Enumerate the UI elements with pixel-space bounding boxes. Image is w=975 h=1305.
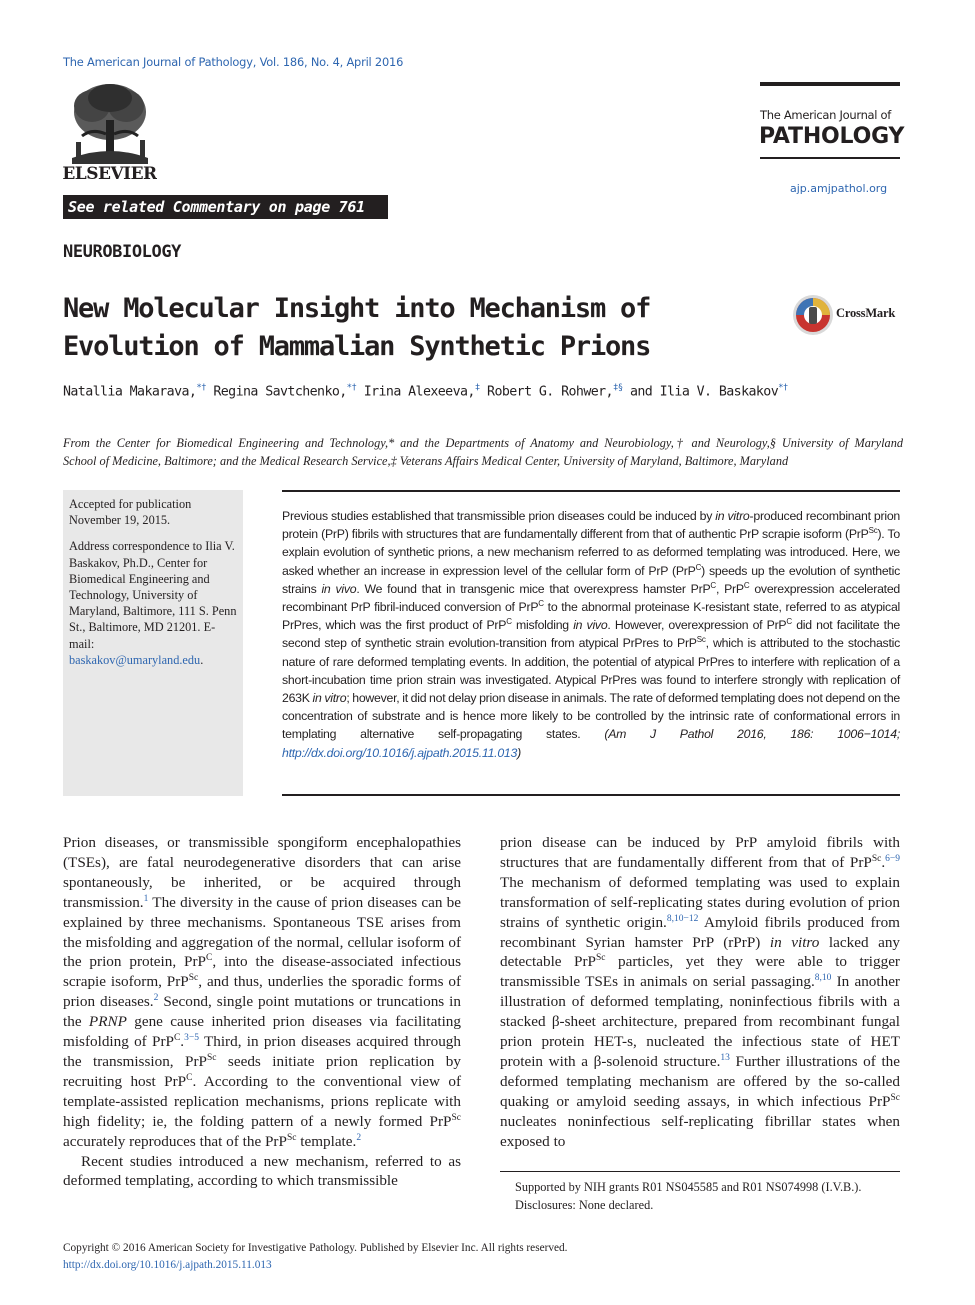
footer-doi-link[interactable]: http://dx.doi.org/10.1016/j.ajpath.2015.11.013 <box>63 1259 272 1271</box>
grant-support: Supported by NIH grants R01 NS045585 and R01 NS074998 (I.V.B.). <box>515 1180 862 1194</box>
body-paragraph: prion disease can be induced by PrP amyloid fibrils with structures that are fundamentally different from that of PrP$^{Sc}$.$^{6-9}$ The mechanism of deformed templating was used to explain transformation of self-replicating states during evolution of prion strains of synthetic origin.$^{8,10-12}$ Amyloid fibrils produced from recombinant Syrian hamster PrP (rPrP) in vitro lacked any detectable PrP$^{Sc}$ particles, yet they were able to trigger transmissible TSEs in animals on serial passaging.$^{8,10}$ In another illustration of deformed templating, noninfectious fibrils with a stacked β-sheet architecture, prepared from recombinant fungal prion protein HET-s, nucleated the infectious state of HET protein with a β-solenoid structure.$^{13}$ Further illustrations of the deformed templating mechanism are offered by the so-called quaking or amyloid seeding assays, in which infectious PrP$^{Sc}$ nucleates noninfectious self-replicating fibrillar states when exposed to <box>500 834 901 1150</box>
brand-bottom-rule <box>760 157 900 159</box>
abstract: Previous studies established that transmissible prion diseases could be induced by in vitro-produced recombinant prion protein (PrP) fibrils with structures that are fundamentally different from that of authentic PrP scrapie isoform (PrP$^{Sc}$). To explain evolution of synthetic prions, a new mechanism referred to as deformed templating was introduced. Here, we asked whether an increase in expression level of the cellular form of PrP (PrP$^C$) speeds up the evolution of synthetic strains in vivo. We found that in transgenic mice that overexpress hamster PrP$^C$, PrP$^C$ overexpression accelerated recombinant PrP fibril-induced conversion of PrP$^C$ to the abnormal proteinase K-resistant state, referred to as atypical PrPres, which was the first product of PrP$^C$ misfolding in vivo. However, overexpression of PrP$^C$ did not facilitate the second step of synthetic strain evolution-transition from atypical PrPres to PrP$^{Sc}$, which is attributed to the stochastic nature of rare deformed templating events. In addition, the potential of atypical PrPres to interfere with replication of a short-incubation time prion strain was investigated. Atypical PrPres was found to interfere strongly with replication of 263K in vitro; however, it did not delay prion disease in animals. The rate of deformed templating does not depend on the concentration of substrate and is hence more likely to be controlled by the intrinsic rate of conformational errors in templating alternative self-propagating states. (Am J Pathol 2016, 186: 1006−1014; http://dx.doi.org/10.1016/j.ajpath.2015.11.013) <box>282 509 901 760</box>
journal-url-link[interactable]: ajp.amjpathol.org <box>790 182 888 195</box>
article-title <box>63 290 743 366</box>
brand-top-rule <box>760 82 900 86</box>
author-list <box>63 383 788 399</box>
email-period: . <box>200 652 204 667</box>
section-label: NEUROBIOLOGY <box>63 242 182 262</box>
title-line-1: New Molecular Insight into Mechanism of <box>63 293 651 324</box>
abstract-bottom-rule <box>282 794 900 796</box>
body-column-right <box>500 833 900 1152</box>
affiliation-line-2: School of Medicine, Baltimore; and the Medical Research Service,‡ Veterans Affairs Medical Center, University of Maryland, Baltimore, Maryland <box>63 454 789 468</box>
author-marks[interactable]: *† <box>778 383 788 393</box>
author-name: Regina Savtchenko, <box>213 384 347 400</box>
body-column-left <box>63 833 461 1191</box>
crossmark-label[interactable]: CrossMark <box>836 306 896 320</box>
correspondence-address: Address correspondence to Ilia V. Baskakov, Ph.D., Center for Biomedical Engineering and Technology, University of Maryland, Baltimore, 111 S. Penn St., Baltimore, MD 21201. E-mail: <box>69 539 237 651</box>
author-marks[interactable]: *† <box>196 383 206 393</box>
disclosures: Disclosures: None declared. <box>515 1198 654 1212</box>
abstract-citation: (Am J Pathol 2016, 186: 1006−1014; <box>604 727 901 742</box>
abstract-top-rule <box>282 490 900 492</box>
body-paragraph: Recent studies introduced a new mechanism, referred to as deformed templating, according to which transmissible <box>63 1152 461 1190</box>
title-line-2: Evolution of Mammalian Synthetic Prions <box>63 331 651 362</box>
journal-citation-line: The American Journal of Pathology, Vol. 186, No. 4, April 2016 <box>63 55 404 69</box>
body-paragraph: Prion diseases, or transmissible spongiform encephalopathies (TSEs), are fatal neurodegenerative disorders that can arise spontaneously, be inherited, or be acquired through transmission.$^1$ The diversity in the cause of prion diseases can be explained by three mechanisms. Spontaneous TSE arises from the misfolding and aggregation of the normal, cellular isoform of the prion protein, PrP$^C$, into the disease-associated infectious scrapie isoform, PrP$^{Sc}$, and thus, underlies the sporadic forms of prion diseases.$^2$ Second, single point mutations or truncations in the PRNP gene cause inherited prion diseases via facilitating misfolding of PrP$^C$.$^{3-5}$ Third, in prion diseases acquired through the transmission, PrP$^{Sc}$ seeds initiate prion replication by recruiting host PrP$^C$. According to the conventional view of template-assisted replication mechanisms, prions replicate with high fidelity; ie, the folding pattern of a newly formed PrP$^{Sc}$ accurately reproduces that of the PrP$^{Sc}$ template.$^2$ <box>63 834 462 1150</box>
elsevier-tree-logo <box>62 80 157 182</box>
abstract-doi-link[interactable]: http://dx.doi.org/10.1016/j.ajpath.2015.11.013 <box>282 745 518 760</box>
author-marks[interactable]: ‡§ <box>612 383 623 393</box>
author-marks[interactable]: *† <box>346 383 357 393</box>
author-name: and Ilia V. Baskakov <box>630 384 779 400</box>
brand-journal-small: The American Journal of <box>760 108 892 122</box>
author-name: Natallia Makarava, <box>63 384 197 400</box>
correspondence-email-link[interactable]: baskakov@umaryland.edu <box>69 652 201 667</box>
abstract-citation-close: ) <box>517 745 521 760</box>
correspondence <box>69 538 237 668</box>
footnote-rule <box>500 1171 900 1172</box>
author-name: Robert G. Rohwer, <box>487 384 613 400</box>
elsevier-wordmark: ELSEVIER <box>62 164 157 182</box>
accepted-date: Accepted for publication November 19, 2015. <box>69 497 192 528</box>
funding-footnote <box>515 1178 900 1214</box>
affiliations <box>63 434 903 470</box>
article-info-box <box>63 490 243 796</box>
brand-journal-name: PATHOLOGY <box>759 124 905 149</box>
author-marks[interactable]: ‡ <box>474 383 480 393</box>
affiliation-line-1: From the Center for Biomedical Engineering and Technology,* and the Departments of Anatomy and Neurobiology,† and Neurology,§ University of Maryland <box>63 436 903 450</box>
copyright-line: Copyright © 2016 American Society for Investigative Pathology. Published by Elsevier Inc. All rights reserved. <box>63 1242 568 1254</box>
author-name: Irina Alexeeva, <box>363 384 475 400</box>
related-commentary-link[interactable]: See related Commentary on page 761 <box>63 195 388 219</box>
